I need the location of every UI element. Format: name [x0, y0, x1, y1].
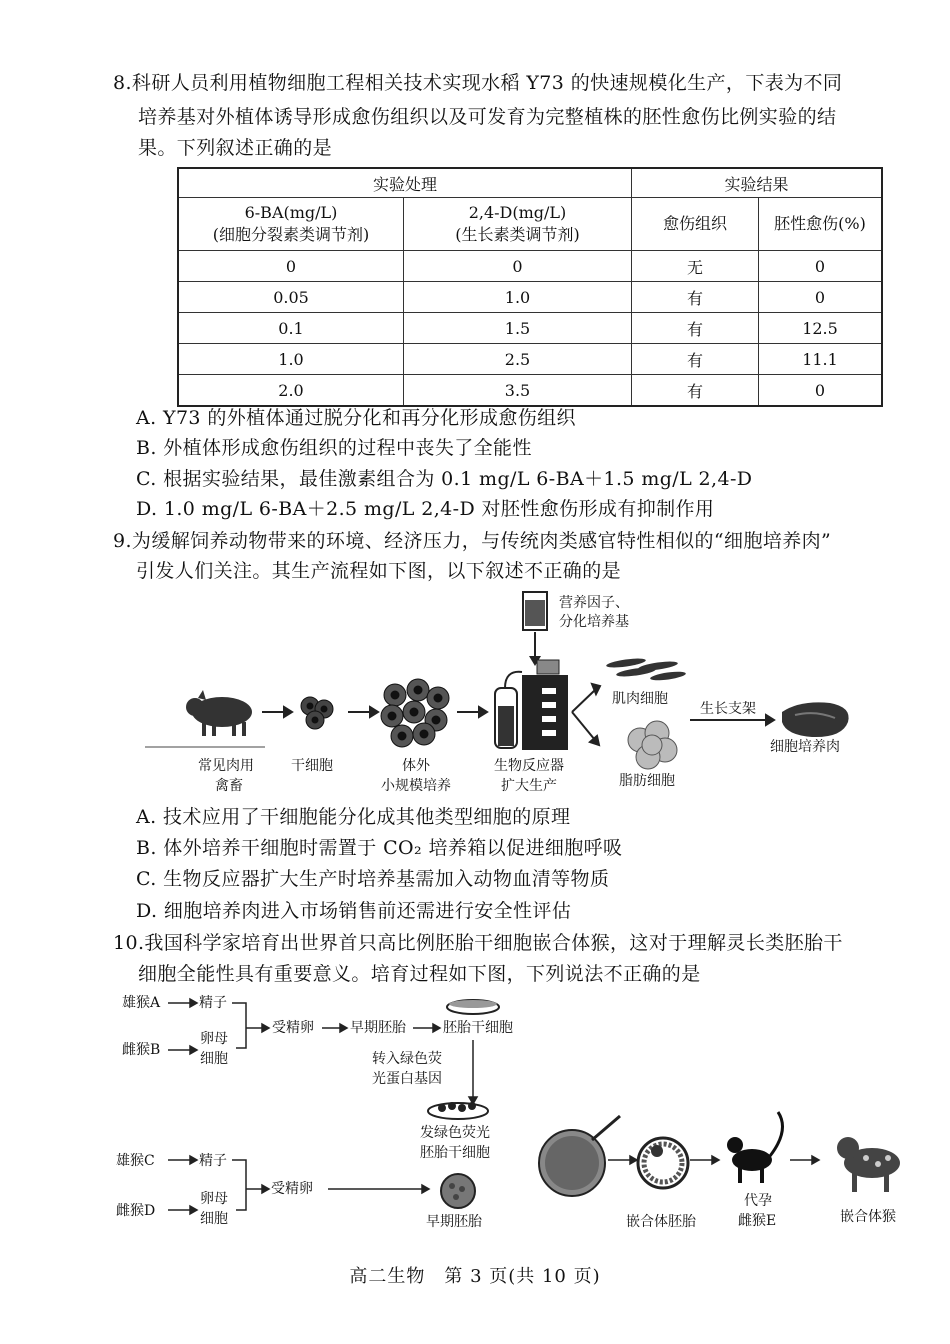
chimera-embryo-label: 嵌合体胚胎 — [626, 1214, 696, 1230]
table-row: 0.1 1.5 有 12.5 — [178, 313, 882, 344]
surrogate-monkey-icon — [727, 1112, 783, 1183]
injection-embryo-icon — [539, 1116, 620, 1196]
q8-option-c: C. 根据实验结果，最佳激素组合为 0.1 mg/L 6-BA＋1.5 mg/L 2,4-D — [136, 468, 753, 490]
header-6ba: 6-BA(mg/L) (细胞分裂素类调节剂) — [178, 198, 404, 251]
scaffold-label: 生长支架 — [700, 701, 756, 717]
q8-stem-line3: 果。下列叙述正确的是 — [138, 137, 333, 159]
q10-stem-line1: 10.我国科学家培育出世界首只高比例胚胎干细胞嵌合体猴，这对于理解灵长类胚胎干 — [113, 932, 843, 954]
table-row: 1.0 2.5 有 11.1 — [178, 344, 882, 375]
male-monkey-a-label: 雄猴A — [122, 995, 161, 1011]
q9-stem-line1: 9.为缓解饲养动物带来的环境、经济压力，与传统肉类感官特性相似的“细胞培养肉” — [113, 530, 832, 552]
table-row: 0.05 1.0 有 0 — [178, 282, 882, 313]
transgene-label-2: 光蛋白基因 — [372, 1071, 442, 1087]
livestock-label-2: 禽畜 — [215, 778, 243, 794]
sperm-label-2: 精子 — [199, 1153, 227, 1169]
header-embryogenic: 胚性愈伤(%) — [759, 198, 883, 251]
transgene-label-1: 转入绿色荧 — [372, 1051, 442, 1067]
bioreactor-label-2: 扩大生产 — [501, 778, 557, 794]
surrogate-label-2: 雌猴E — [738, 1213, 777, 1229]
stem-cell-label: 干细胞 — [291, 758, 333, 774]
gfp-esc-label-1: 发绿色荧光 — [420, 1125, 490, 1141]
egg-label-2a: 卵母 — [200, 1191, 228, 1207]
q8-option-b: B. 外植体形成愈伤组织的过程中丧失了全能性 — [136, 437, 532, 459]
early-embryo-icon — [441, 1174, 475, 1208]
q9-option-b: B. 体外培养干细胞时需置于 CO₂ 培养箱以促进细胞呼吸 — [136, 837, 623, 859]
male-monkey-c-label: 雄猴C — [116, 1153, 155, 1169]
zygote-label-1: 受精卵 — [272, 1020, 314, 1036]
chimera-embryo-icon — [638, 1138, 688, 1188]
nutrient-label-2: 分化培养基 — [559, 614, 629, 630]
header-callus: 愈伤组织 — [632, 198, 759, 251]
gfp-esc-label-2: 胚胎干细胞 — [420, 1145, 490, 1161]
q9-option-a: A. 技术应用了干细胞能分化成其他类型细胞的原理 — [136, 806, 571, 828]
header-treatment: 实验处理 — [178, 168, 632, 198]
q10-stem-line2: 细胞全能性具有重要意义。培育过程如下图，下列说法不正确的是 — [138, 963, 701, 985]
invitro-label-2: 小规模培养 — [381, 778, 451, 794]
female-monkey-b-label: 雌猴B — [122, 1042, 161, 1058]
surrogate-label-1: 代孕 — [744, 1193, 772, 1209]
chimera-monkey-label: 嵌合体猴 — [840, 1209, 896, 1225]
gfp-petri-dish-icon — [428, 1102, 488, 1119]
zygote-label-2: 受精卵 — [271, 1181, 313, 1197]
esc-label: 胚胎干细胞 — [443, 1020, 513, 1036]
egg-label-1b: 细胞 — [200, 1051, 228, 1067]
q8-stem-line1: 8.科研人员利用植物细胞工程相关技术实现水稻 Y73 的快速规模化生产，下表为不同 — [113, 72, 843, 94]
early-embryo-label-2: 早期胚胎 — [426, 1214, 482, 1230]
q9-option-c: C. 生物反应器扩大生产时培养基需加入动物血清等物质 — [136, 868, 610, 890]
q9-option-d: D. 细胞培养肉进入市场销售前还需进行安全性评估 — [136, 900, 572, 922]
q9-stem-line2: 引发人们关注。其生产流程如下图，以下叙述不正确的是 — [136, 560, 622, 582]
invitro-label-1: 体外 — [402, 758, 430, 774]
q8-option-a: A. Y73 的外植体通过脱分化和再分化形成愈伤组织 — [136, 407, 576, 429]
page-footer: 高二生物 第 3 页(共 10 页) — [349, 1266, 601, 1287]
bioreactor-label-1: 生物反应器 — [494, 758, 564, 774]
nutrient-label-1: 营养因子、 — [559, 595, 629, 611]
petri-dish-icon — [447, 1000, 499, 1014]
early-embryo-label-1: 早期胚胎 — [350, 1020, 406, 1036]
chimera-monkey-icon — [837, 1137, 900, 1192]
table-row: 2.0 3.5 有 0 — [178, 375, 882, 407]
muscle-cell-label: 肌肉细胞 — [612, 691, 668, 707]
cultured-meat-label: 细胞培养肉 — [770, 739, 840, 755]
sperm-label-1: 精子 — [199, 995, 227, 1011]
female-monkey-d-label: 雌猴D — [116, 1203, 156, 1219]
header-result: 实验结果 — [632, 168, 883, 198]
egg-label-1a: 卵母 — [200, 1031, 228, 1047]
egg-label-2b: 细胞 — [200, 1211, 228, 1227]
header-24d: 2,4-D(mg/L) (生长素类调节剂) — [404, 198, 632, 251]
q8-stem-line2: 培养基对外植体诱导形成愈伤组织以及可发育为完整植株的胚性愈伤比例实验的结 — [138, 106, 837, 128]
q8-option-d: D. 1.0 mg/L 6-BA＋2.5 mg/L 2,4-D 对胚性愈伤形成有抑制作用 — [136, 498, 715, 520]
table-row: 0 0 无 0 — [178, 251, 882, 282]
fat-cell-label: 脂肪细胞 — [619, 773, 675, 789]
livestock-label-1: 常见肉用 — [198, 758, 254, 774]
